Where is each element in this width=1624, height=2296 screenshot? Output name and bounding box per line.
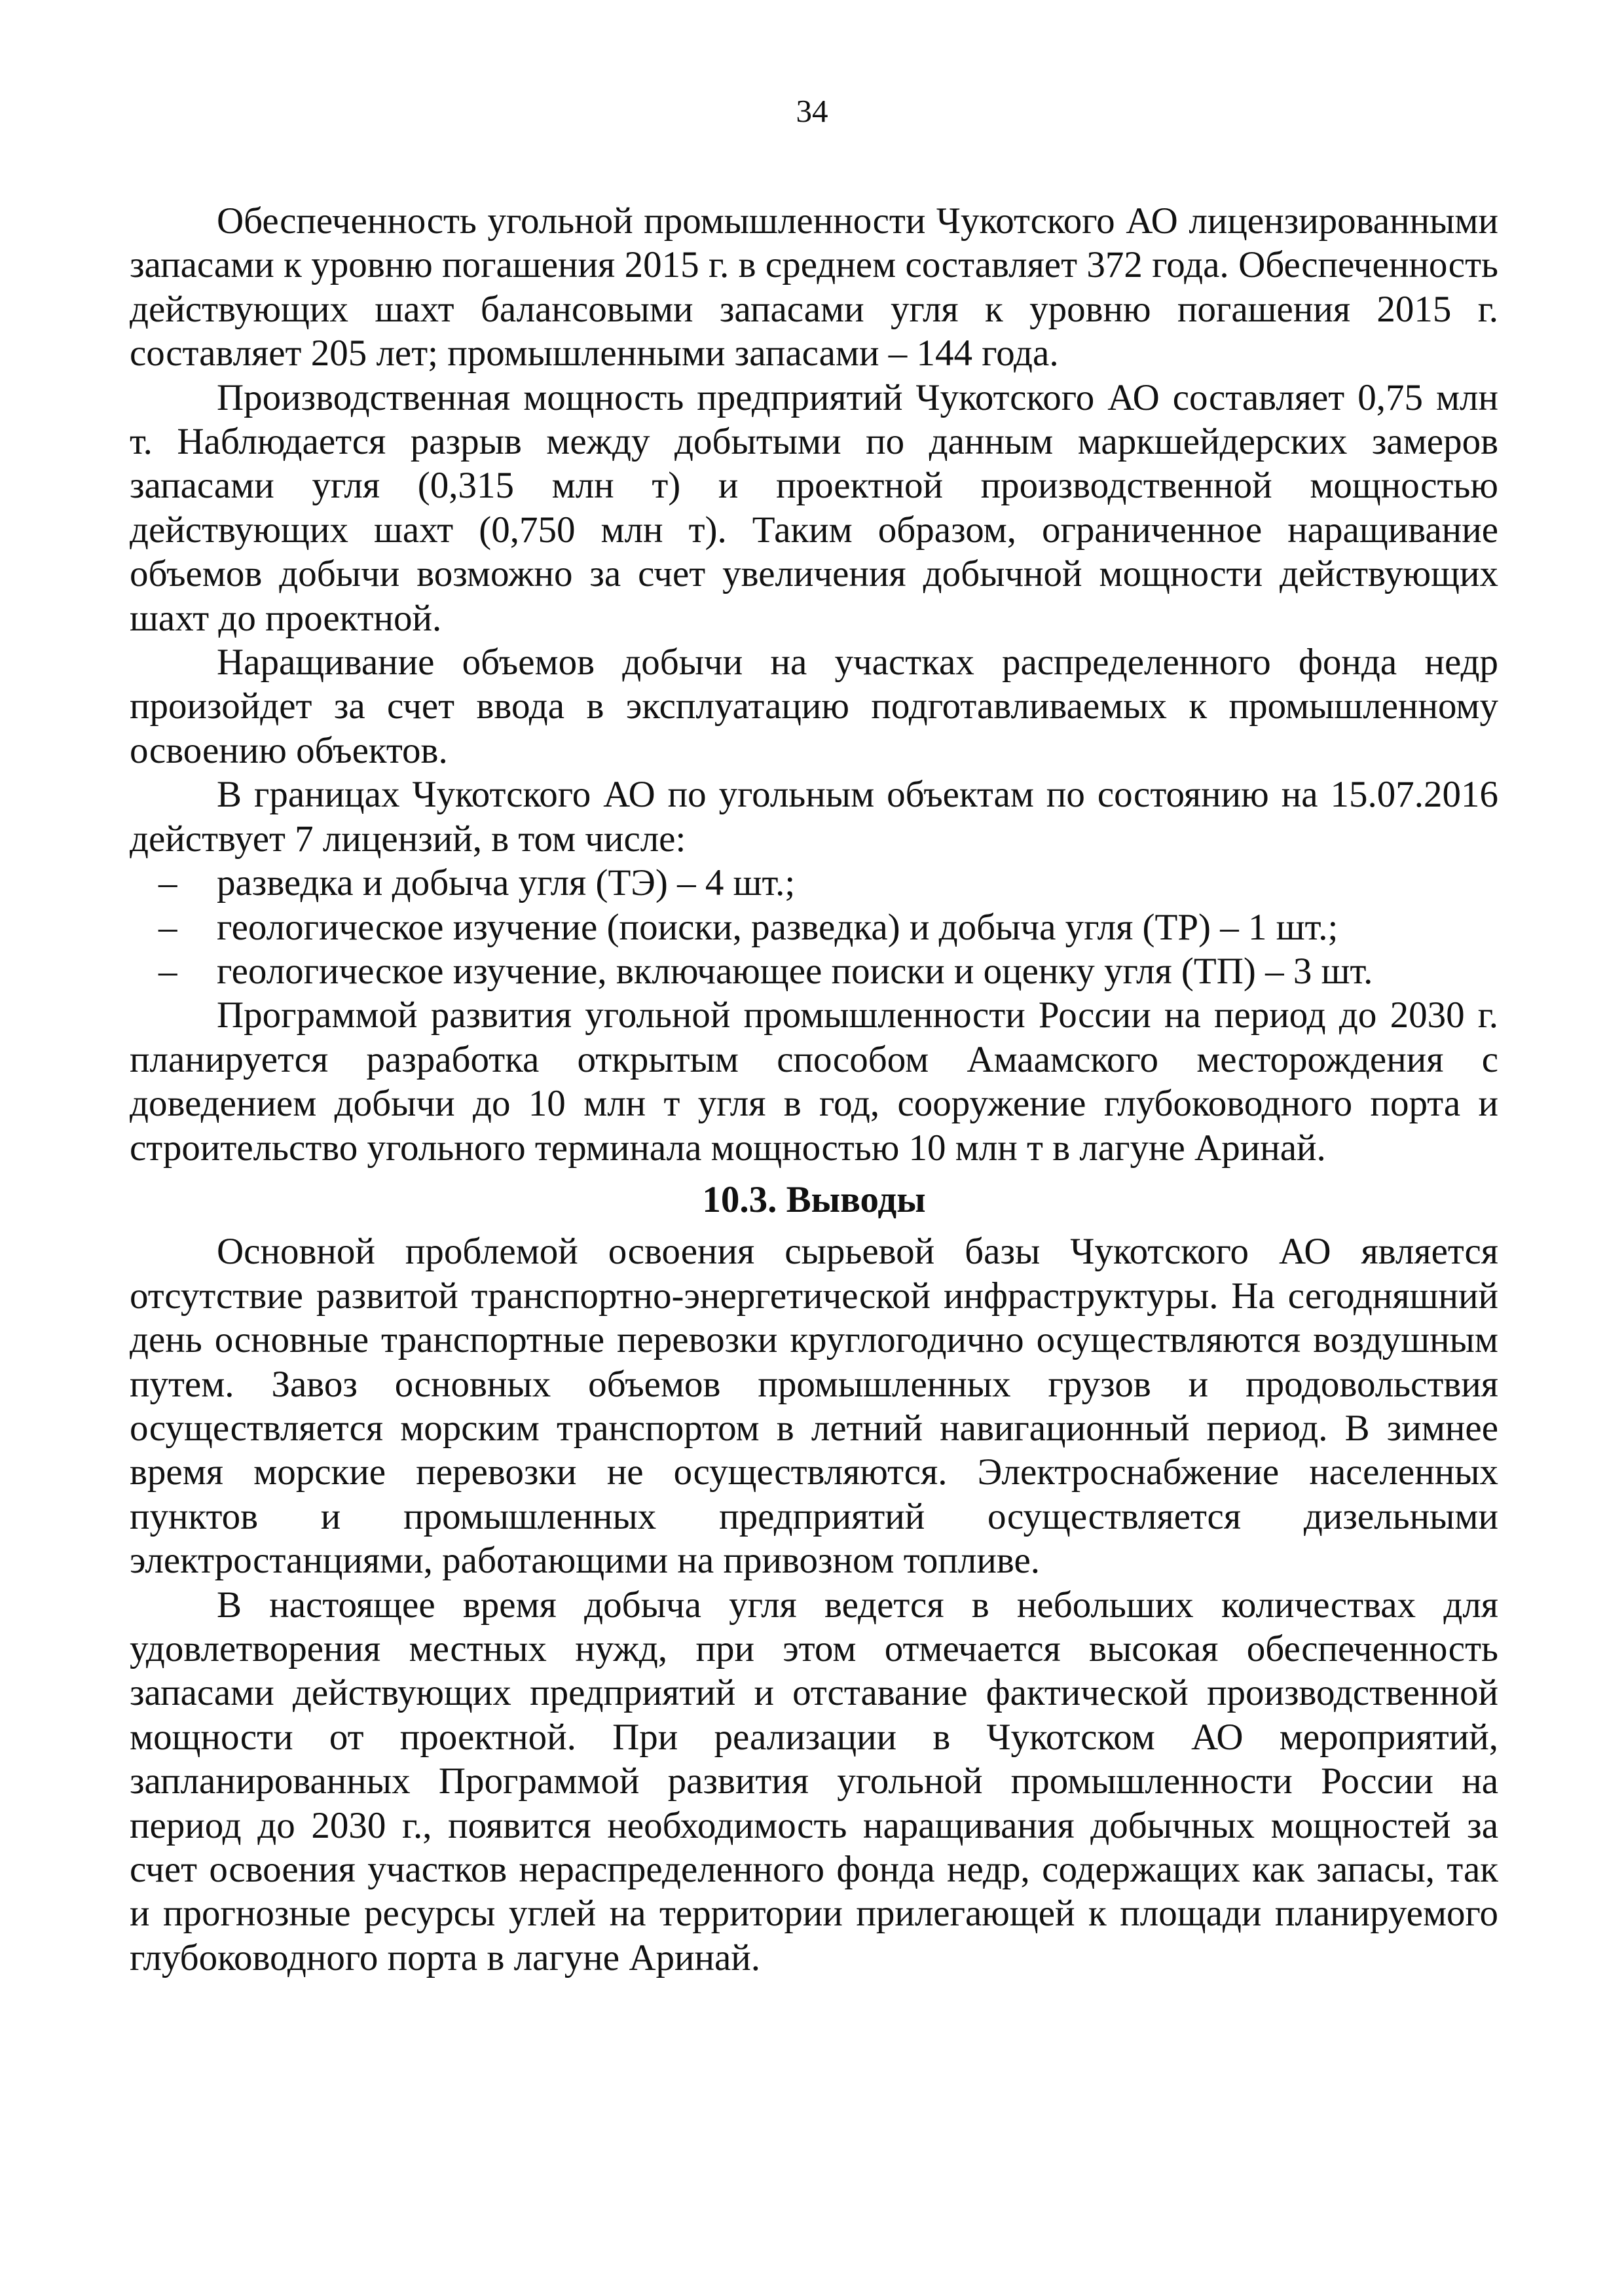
paragraph-licenses-intro: В границах Чукотского АО по угольным объектам по состоянию на 15.07.2016 действует 7 лицензий, в том числе: — [130, 774, 1498, 860]
list-item — [130, 905, 1498, 949]
paragraph-coal-reserves-supply: Обеспеченность угольной промышленности Чукотского АО лицензированными запасами к уровню погашения 2015 г. в среднем составляет 372 года. Обеспеченность действующих шахт балансовыми запасами угля к уровню погашения 2015 г. составляет 205 лет; промышленными запасами – 144 года. — [130, 200, 1498, 374]
list-item-text: геологическое изучение (поиски, разведка) и добыча угля (ТР) – 1 шт.; — [217, 906, 1338, 948]
list-item — [130, 861, 1498, 905]
license-list — [130, 861, 1498, 993]
paragraph-production-capacity: Производственная мощность предприятий Чукотского АО составляет 0,75 млн т. Наблюдается разрыв между добытыми по данным маркшейдерских замеров запасами угля (0,315 млн т) и проектной производственной мощностью действующих шахт (0,750 млн т). Таким образом, ограниченное наращивание объемов добычи возможно за счет увеличения добычной мощности действующих шахт до проектной. — [130, 376, 1498, 639]
list-dash: – — [158, 950, 177, 992]
page-content — [130, 199, 1498, 1980]
list-dash: – — [158, 862, 177, 904]
section-heading: 10.3. Выводы — [702, 1178, 926, 1220]
paragraph-production-growth: Наращивание объемов добычи на участках распределенного фонда недр произойдет за счет ввода в эксплуатацию подготавливаемых к промышленному освоению объектов. — [130, 642, 1498, 771]
list-dash: – — [158, 906, 177, 948]
list-item-text: геологическое изучение, включающее поиски и оценку угля (ТП) – 3 шт. — [217, 950, 1373, 992]
paragraph-development-program: Программой развития угольной промышленности России на период до 2030 г. планируется разработка открытым способом Амаамского месторождения с доведением добычи до 10 млн т угля в год, сооружение глубоководного порта и строительство угольного терминала мощностью 10 млн т в лагуне Аринай. — [130, 994, 1498, 1169]
list-item-text: разведка и добыча угля (ТЭ) – 4 шт.; — [217, 862, 796, 904]
paragraph-infrastructure-problem: Основной проблемой освоения сырьевой базы Чукотского АО является отсутствие развитой транспортно-энергетической инфраструктуры. На сегодняшний день основные транспортные перевозки круглогодично осуществляются воздушным путем. Завоз основных объемов промышленных грузов и продовольствия осуществляется морским транспортом в летний навигационный период. В зимнее время морские перевозки не осуществляются. Электроснабжение населенных пунктов и промышленных предприятий осуществляется дизельными электростанциями, работающими на привозном топливе. — [130, 1231, 1498, 1582]
list-item — [130, 949, 1498, 993]
page-number: 34 — [796, 93, 828, 129]
paragraph-current-mining: В настоящее время добыча угля ведется в небольших количествах для удовлетворения местных нужд, при этом отмечается высокая обеспеченность запасами действующих предприятий и отставание фактической производственной мощности от проектной. При реализации в Чукотском АО мероприятий, запланированных Программой развития угольной промышленности России на период до 2030 г., появится необходимость наращивания добычных мощностей за счет освоения участков нераспределенного фонда недр, содержащих как запасы, так и прогнозные ресурсы углей на территории прилегающей к площади планируемого глубоководного порта в лагуне Аринай. — [130, 1584, 1498, 1978]
